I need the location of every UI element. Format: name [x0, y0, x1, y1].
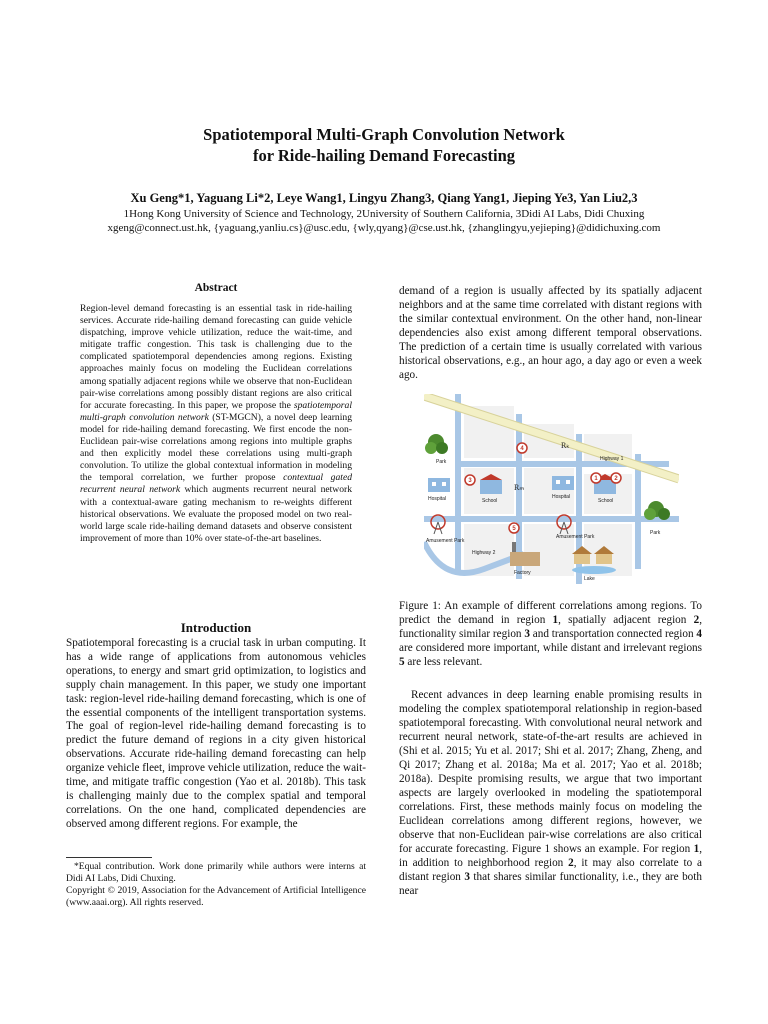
map-label: Hospital	[552, 494, 571, 500]
map-label: Park	[650, 530, 661, 536]
footnote-divider	[66, 857, 152, 858]
marker-label: 2	[614, 476, 618, 482]
map-region-label: Rₘ	[514, 483, 525, 492]
marker-label: 4	[520, 446, 524, 452]
author-list: Xu Geng*1, Yaguang Li*2, Leye Wang1, Lingyu Zhang3, Qiang Yang1, Jieping Ye3, Yan Liu2,3	[130, 191, 638, 205]
marker-label: 1	[594, 476, 598, 482]
map-label: Hospital	[428, 496, 447, 502]
paper-title	[0, 124, 768, 166]
email-line: xgeng@connect.ust.hk, {yaguang,yanliu.cs}@usc.edu, {wly,qyang}@cse.ust.hk, {zhanglingyu,yejieping}@didichuxing.com	[107, 222, 661, 234]
introduction-heading: Introduction	[180, 620, 252, 635]
caption-text: are considered more important, while distant and irrelevant regions	[399, 642, 702, 654]
title-line-2: for Ride-hailing Demand Forecasting	[252, 146, 515, 165]
paragraph-text: Recent advances in deep learning enable promising results in modeling the complex spatiotemporal relationship in region-based spatiotemporal forecasting. With convolutional neural network and recurrent neural network, state-of-the-art results are achieved in (Shi et al. 2015; Yu et al. 2017; Shi et al. 2017; Zhang, Zheng, and Qi 2017; Zhang et al. 2018a; Ma et al. 2017; Yao et al. 2018b; 2018a). Despite promising results, we argue that two important aspects are largely overlooked in modeling the spatiotemporal correlations. First, these methods mainly focus on modeling the Euclidean correlations among different regions, however, we observe that non-Euclidean pair-wise correlations are also critical for accurate forecasting. Figure 1 shows an example. For region	[399, 689, 702, 855]
map-label: Amusement Park	[426, 538, 465, 544]
map-label: School	[598, 498, 614, 504]
paragraph-text: , it may also correlate to a distant region	[399, 857, 702, 883]
map-block	[524, 524, 574, 576]
paragraph-text: that shares similar functionality, i.e., they are both near	[399, 871, 702, 897]
footnote-equal-contribution: *Equal contribution. Work done primarily while authors were interns at Didi AI Labs, Didi Chuxing.	[66, 861, 366, 884]
caption-bold: 1	[552, 614, 559, 626]
caption-bold: 3	[524, 628, 530, 640]
map-block	[524, 468, 574, 514]
footnote-copyright: Copyright © 2019, Association for the Advancement of Artificial Intelligence (www.aaai.org). All rights reserved.	[66, 885, 366, 908]
map-label: Park	[436, 459, 447, 465]
marker-label: 5	[512, 526, 516, 532]
paragraph-text: , in addition to neighborhood region	[399, 843, 702, 869]
right-column-paragraph-2	[399, 688, 702, 898]
right-column-paragraph-1: demand of a region is usually affected by its spatially adjacent neighbors and at the same time correlated with distant regions with the similar contextual environment. On the other hand, non-linear dependencies also exist among different temporal observations. The prediction of a certain time is usually correlated with various historical observations, e.g., an hour ago, a day ago or even a week ago.	[399, 285, 702, 381]
figure-1-caption	[399, 599, 702, 669]
title-line-1: Spatiotemporal Multi-Graph Convolution Network	[203, 125, 565, 144]
hospital-icon	[552, 476, 574, 490]
map-region-label: Rₖ	[561, 441, 570, 450]
abstract-text-part: Region-level demand forecasting is an essential task in ride-hailing services. Accurate ride-hailing demand forecasting can guide vehicle dispatching, improve vehicle utilization, reduce the wait-time, and mitigate traffic congestion. This task is challenging due to the complicated spatiotemporal dependencies among regions. Existing approaches mainly focus on modeling the Euclidean correlations among spatially adjacent regions while we observe that non-Euclidean pair-wise correlations among possibly distant regions are also critical for accurate forecasting. In this paper, we propose the	[80, 303, 352, 411]
abstract-emphasis: spatiotemporal multi-graph convolution network	[80, 399, 352, 423]
map-label: Amusement Park	[556, 534, 595, 540]
introduction-text: Spatiotemporal forecasting is a crucial task in urban computing. It has a wide range of applications from autonomous vehicles operations, to energy and smart grid optimization, to logistics and supply chain management. In this paper, we study one important task: region-level ride-hailing demand forecasting, which is one of the essential components of the intelligent transportation systems. The goal of region-level ride-hailing demand forecasting is to predict the future demand of regions in a city given historical observations. Accurate ride-hailing demand forecasting can help organize vehicle fleet, improve vehicle utilization, reduce the wait-time, and mitigate traffic congestion (Yao et al. 2018b). This task is challenging mainly due to the complex spatial and temporal correlations. On the one hand, complicated dependencies are observed among different regions. For example, the	[66, 637, 366, 830]
caption-text: , spatially adjacent region	[558, 614, 694, 626]
map-label: Highway 2	[472, 550, 496, 556]
footnote	[66, 861, 366, 909]
figure-1-map	[424, 394, 679, 584]
paragraph-bold: 3	[464, 871, 470, 883]
caption-text: , functionality similar region	[399, 614, 702, 640]
caption-bold: 2	[693, 614, 700, 626]
abstract-text-part: which augments recurrent neural network with a contextual-aware gating mechanism to re-weights different historical observations. We evaluate the proposed model on two real-world large scale ride-hailing demand datasets and observe consistent improvement of more than 10% over state-of-the-art baselines.	[80, 484, 353, 544]
caption-text: Figure 1: An example of different correlations among regions. To predict the demand in region	[399, 600, 702, 626]
abstract-text	[80, 303, 352, 545]
affiliation-line: 1Hong Kong University of Science and Technology, 2University of Southern California, 3Didi AI Labs, Didi Chuxing	[123, 208, 645, 220]
abstract-heading: Abstract	[194, 282, 238, 294]
caption-text: are less relevant.	[404, 656, 483, 668]
map-label: Factory	[514, 570, 531, 576]
marker-label: 3	[468, 478, 472, 484]
paragraph-bold: 1	[693, 843, 700, 855]
paragraph-bold: 2	[568, 857, 574, 869]
caption-text: and transportation connected region	[529, 628, 697, 640]
abstract-text-part: (ST-MGCN), a novel deep learning model for ride-hailing demand forecasting. We first encode the non-Euclidean pair-wise correlations among regions into multiple graphs and then explicitly model these correlations using multi-graph convolution. To utilize the global contextual information in modeling the temporal correlation, we further propose	[80, 411, 352, 484]
map-label: School	[482, 498, 498, 504]
caption-bold: 4	[696, 628, 702, 640]
map-label: Highway 1	[600, 456, 624, 462]
caption-bold: 5	[399, 656, 405, 668]
hospital-icon	[428, 478, 450, 492]
abstract-emphasis: contextual gated recurrent neural network	[80, 472, 352, 496]
affiliations	[0, 207, 768, 235]
map-label: Lake	[584, 576, 595, 582]
